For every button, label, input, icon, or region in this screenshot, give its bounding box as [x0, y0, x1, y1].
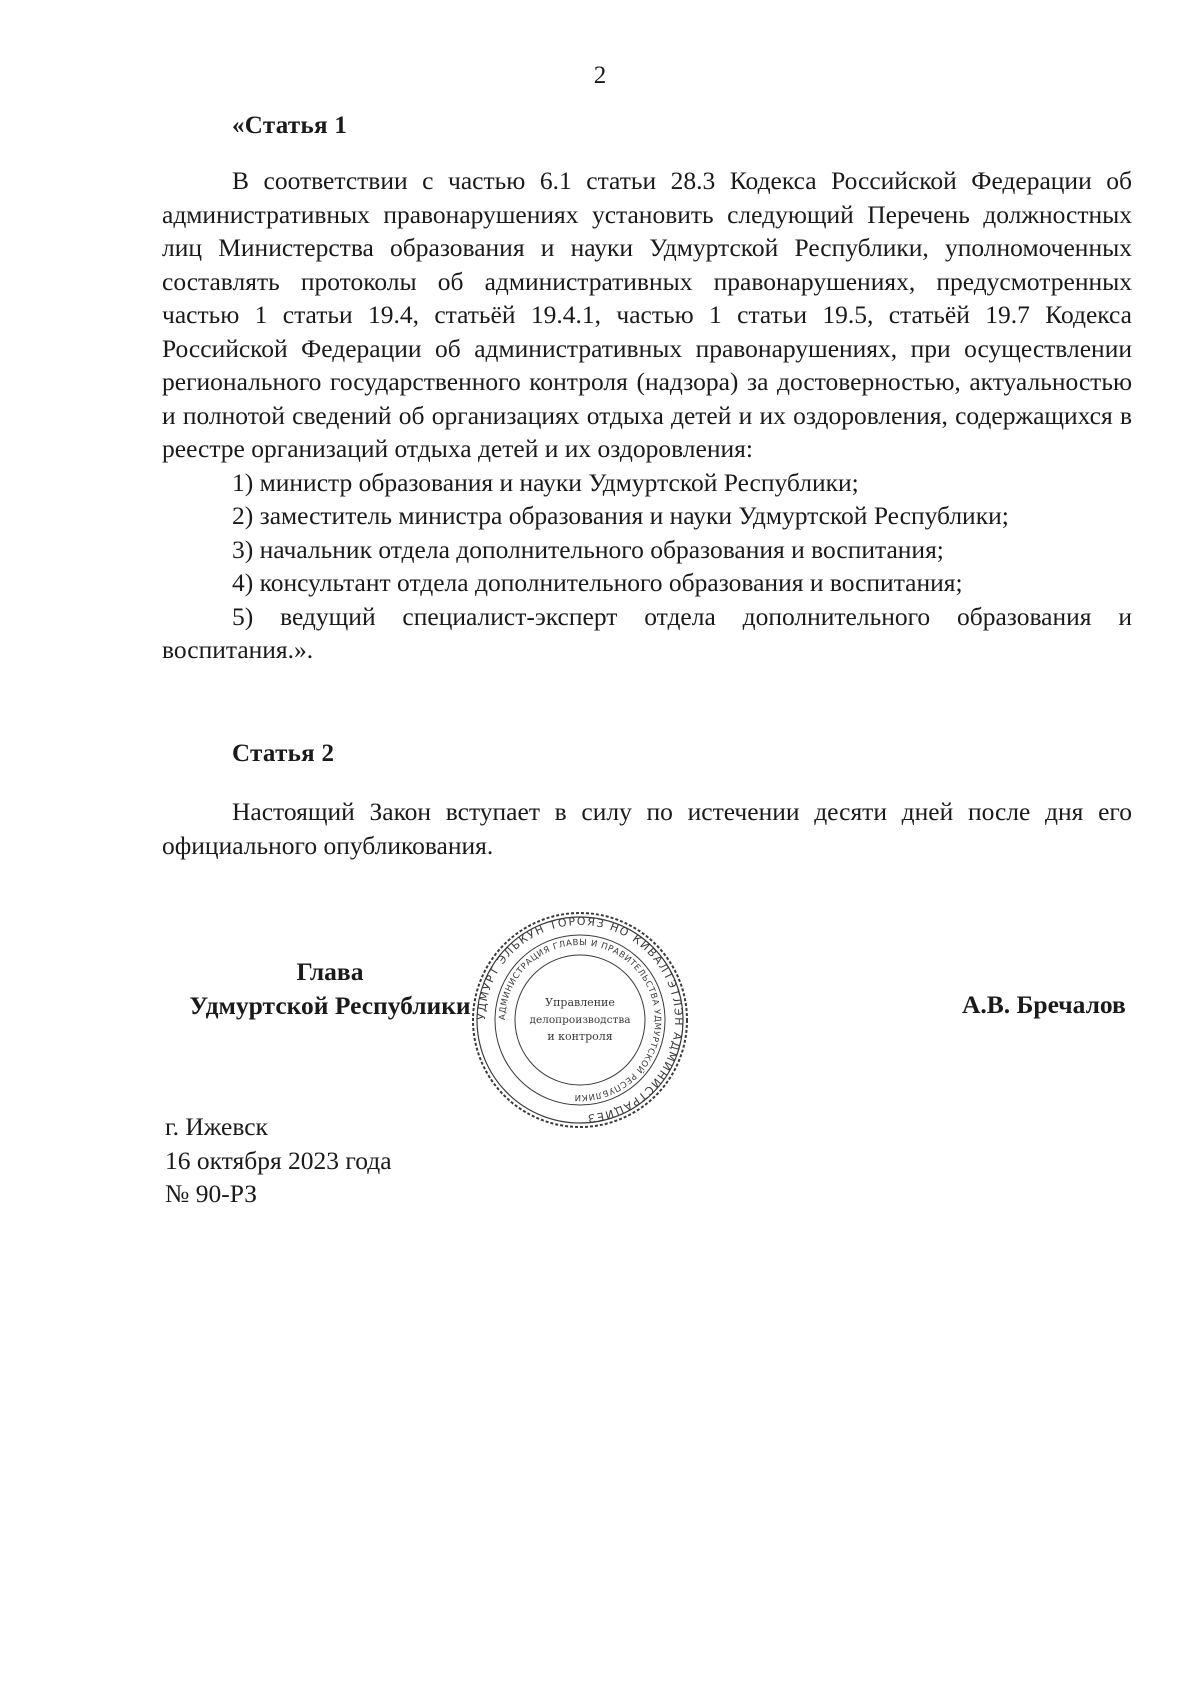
page-number: 2	[593, 62, 607, 89]
signature-title-line-2: Удмуртской Республики	[189, 991, 471, 1020]
article-1-list-item-1: 1) министр образования и науки Удмуртской Республики;	[232, 467, 859, 497]
seal-inner-text: АДМИНИСТРАЦИЯ ГЛАВЫ И ПРАВИТЕЛЬСТВА УДМУРТСКОЙ РЕСПУБЛИКИ	[497, 937, 663, 1103]
article-1-list-item-5: 5) ведущий специалист-эксперт отдела дополнительного образования и воспитания.».	[162, 601, 1132, 664]
article-2-body	[162, 795, 1132, 862]
place-date-block	[165, 1110, 392, 1211]
article-1-list-item-4: 4) консультант отдела дополнительного образования и воспитания;	[232, 568, 963, 597]
signature-title	[170, 955, 490, 1023]
article-1-heading: «Статья 1	[232, 112, 348, 139]
document-date: 16 октября 2023 года	[165, 1145, 392, 1175]
article-1-body	[162, 164, 1132, 667]
seal-outer-text: УДМУРТ ЭЛЬКУН ТОРОЯЗ НО КИВАЛТЭТЛЭН АДМИНИСТРАЦИЕЗ	[474, 914, 686, 1125]
seal-center-line-3: и контроля	[547, 1030, 613, 1043]
article-2-heading: Статья 2	[232, 740, 335, 767]
seal-center-line-1: Управление	[545, 996, 615, 1009]
article-1-list-item-2: 2) заместитель министра образования и науки Удмуртской Республики;	[232, 501, 1009, 530]
seal-center-line-2: делопроизводства	[529, 1014, 631, 1026]
article-1-paragraph-intro: В соответствии с частью 6.1 статьи 28.3 Кодекса Российской Федерации об административных правонарушениях установить следующий Перечень должностных лиц Министерства образования и науки Удмуртской Республики, уполномоченных составлять протоколы об административных правонарушениях, предусмотренных частью 1 статьи 19.4, статьёй 19.4.1, частью 1 статьи 19.5, статьёй 19.7 Кодекса Российской Федерации об административных правонарушениях, при осуществлении регионального государственного контроля (надзора) за достоверностью, актуальностью и полнотой сведений об организациях отдыха детей и их оздоровления, содержащихся в реестре организаций отдыха детей и их оздоровления:	[162, 166, 1132, 463]
signatory-name: А.В. Бречалов	[962, 990, 1126, 1019]
article-2-paragraph: Настоящий Закон вступает в силу по истечении десяти дней после дня его официального опубликования.	[162, 797, 1132, 860]
official-seal	[470, 910, 690, 1130]
article-1-list-item-3: 3) начальник отдела дополнительного образования и воспитания;	[232, 534, 944, 564]
signature-title-line-1: Глава	[296, 957, 364, 986]
document-number: № 90-РЗ	[165, 1179, 257, 1208]
place-city: г. Ижевск	[165, 1112, 268, 1141]
